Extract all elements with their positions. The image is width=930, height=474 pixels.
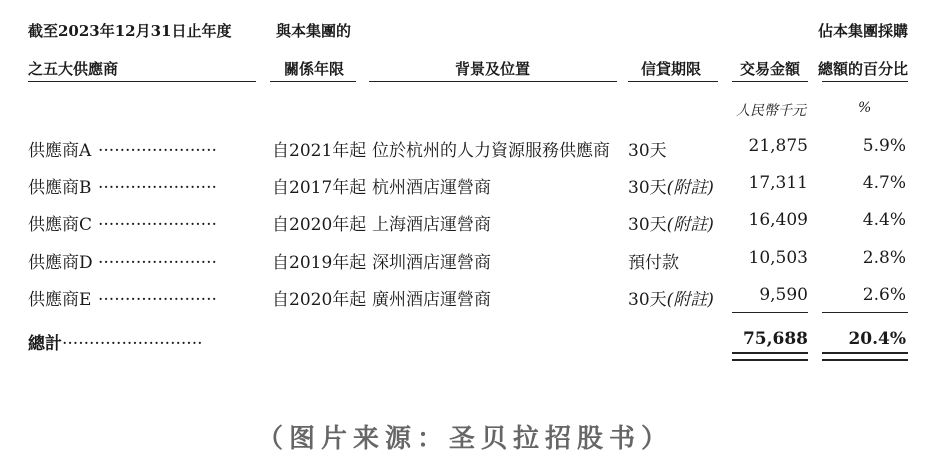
subtotal-rule-pct (822, 312, 908, 313)
total-double-rule-pct (822, 352, 908, 361)
leader-dots: ...................... (98, 210, 217, 230)
total-amount: 75,688 (742, 329, 808, 349)
row-since: 自2019年起 (272, 253, 367, 273)
row-pct: 5.9% (862, 136, 906, 156)
header-col4: 信貸期限 (641, 60, 702, 78)
row-credit: 30天(附註) (628, 215, 714, 235)
row-amount: 10,503 (748, 248, 808, 268)
row-amount: 9,590 (759, 285, 808, 305)
header-col6-line1: 佔本集團採購 (818, 22, 909, 40)
leader-dots: ...................... (98, 285, 217, 305)
header-rule-col1 (28, 81, 256, 82)
row-background: 位於杭州的人力資源服務供應商 (372, 141, 610, 161)
row-credit: 30天(附註) (628, 178, 714, 198)
leader-dots: ...................... (98, 173, 217, 193)
header-col3: 背景及位置 (455, 60, 531, 78)
row-amount: 21,875 (748, 136, 808, 156)
header-col1-line2: 之五大供應商 (28, 60, 119, 78)
row-name: 供應商E (28, 290, 92, 310)
total-label: 總計 (28, 334, 62, 354)
header-col5: 交易金額 (740, 60, 801, 78)
row-pct: 2.8% (862, 248, 906, 268)
header-col2-line2: 關係年限 (284, 60, 345, 78)
unit-percent: % (858, 100, 872, 116)
subtotal-rule-amount (732, 312, 808, 313)
row-since: 自2021年起 (272, 141, 367, 161)
leader-dots: ...................... (98, 136, 217, 156)
header-rule-col4 (628, 81, 718, 82)
row-name: 供應商B (28, 178, 92, 198)
row-credit: 30天 (628, 141, 667, 161)
row-credit: 預付款 (628, 253, 679, 273)
row-background: 杭州酒店運營商 (372, 178, 491, 198)
header-rule-col6 (822, 81, 908, 82)
row-amount: 16,409 (748, 210, 808, 230)
row-pct: 4.7% (862, 173, 906, 193)
row-name: 供應商A (28, 141, 92, 161)
row-name: 供應商C (28, 215, 93, 235)
row-background: 深圳酒店運營商 (372, 253, 491, 273)
header-rule-col3 (369, 81, 617, 82)
row-since: 自2020年起 (272, 290, 367, 310)
row-pct: 2.6% (862, 285, 906, 305)
header-col6-line2: 總額的百分比 (818, 60, 909, 78)
row-credit: 30天(附註) (628, 290, 714, 310)
header-col1-line1: 截至2023年12月31日止年度 (28, 22, 232, 40)
row-since: 自2020年起 (272, 215, 367, 235)
row-since: 自2017年起 (272, 178, 367, 198)
header-rule-col2 (270, 81, 356, 82)
total-pct: 20.4% (848, 329, 906, 349)
header-rule-col5 (732, 81, 808, 82)
unit-amount: 人民幣千元 (736, 103, 806, 119)
row-background: 上海酒店運營商 (372, 215, 491, 235)
total-double-rule-amount (732, 352, 808, 361)
header-col2-line1: 與本集團的 (276, 22, 352, 40)
row-pct: 4.4% (862, 210, 906, 230)
row-amount: 17,311 (748, 173, 808, 193)
row-background: 廣州酒店運營商 (372, 290, 491, 310)
leader-dots: .......................... (62, 329, 203, 349)
leader-dots: ...................... (98, 248, 217, 268)
row-name: 供應商D (28, 253, 93, 273)
source-caption: （图片来源：圣贝拉招股书） (256, 424, 673, 454)
